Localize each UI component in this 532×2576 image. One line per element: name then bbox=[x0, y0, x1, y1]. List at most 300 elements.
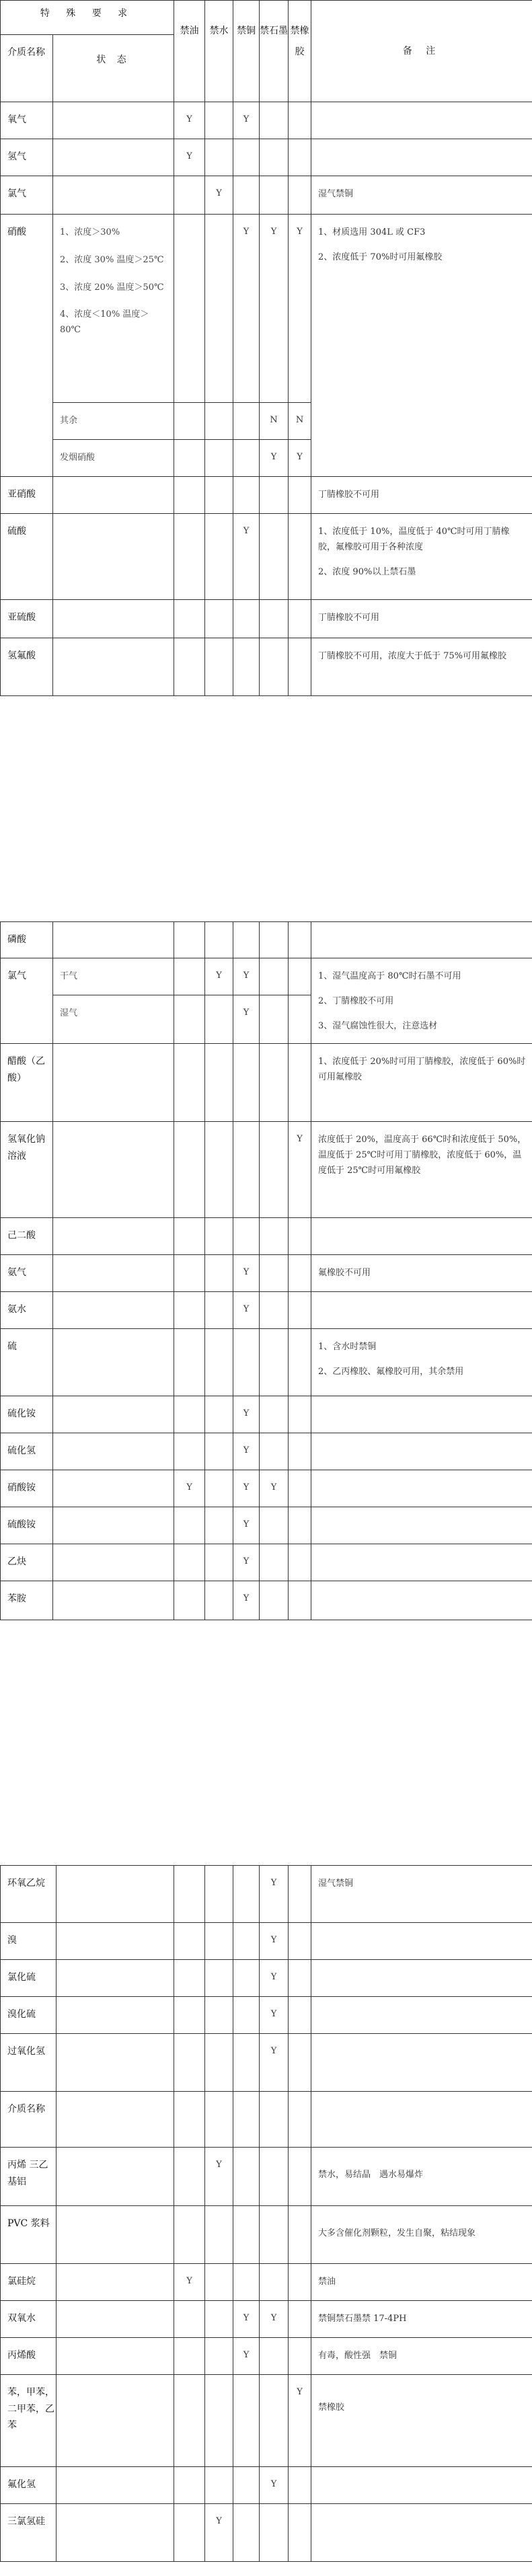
mark-rubber bbox=[289, 1923, 311, 1960]
mark-copper bbox=[233, 2206, 260, 2264]
mark-copper bbox=[233, 2504, 260, 2562]
table-row bbox=[1, 477, 532, 514]
medium-name: 氢氧化钠溶液 bbox=[1, 1122, 53, 1218]
mark-copper: Y bbox=[233, 1470, 260, 1507]
mark-water bbox=[205, 2264, 233, 2301]
remark-line: 3、湿气腐蚀性很大，注意选材 bbox=[318, 1020, 438, 1031]
mark-graphite bbox=[260, 102, 289, 139]
mark-water bbox=[205, 638, 233, 696]
mark-water bbox=[205, 477, 233, 514]
mark-rubber bbox=[289, 139, 311, 176]
medium-state: 发烟硝酸 bbox=[53, 440, 174, 477]
medium-name: 亚硫酸 bbox=[1, 600, 53, 638]
mark-rubber bbox=[289, 1866, 311, 1923]
mark-copper bbox=[233, 2092, 260, 2148]
medium-state bbox=[53, 1044, 174, 1122]
remark-text bbox=[311, 102, 532, 139]
table-row bbox=[1, 2301, 532, 2338]
table-row bbox=[1, 1866, 532, 1923]
medium-state bbox=[56, 2301, 174, 2338]
table-row bbox=[1, 1923, 532, 1960]
medium-state bbox=[53, 600, 174, 638]
table-row bbox=[1, 2148, 532, 2206]
medium-state bbox=[53, 1292, 174, 1329]
mark-water bbox=[205, 2092, 233, 2148]
medium-state bbox=[56, 1923, 174, 1960]
mark-water bbox=[205, 995, 233, 1043]
mark-copper: Y bbox=[233, 1581, 260, 1620]
remark-text: 大多含催化剂颗粒，发生自聚，粘结现象 bbox=[311, 2206, 532, 2264]
mark-rubber bbox=[289, 2504, 311, 2562]
mark-oil bbox=[174, 600, 205, 638]
medium-name: 溴 bbox=[1, 1923, 56, 1960]
medium-state bbox=[53, 1122, 174, 1218]
mark-copper: Y bbox=[233, 1544, 260, 1581]
mark-graphite bbox=[260, 1329, 289, 1396]
table-row bbox=[1, 1581, 532, 1620]
mark-water bbox=[205, 922, 233, 958]
medium-state bbox=[56, 2092, 174, 2148]
table-row bbox=[1, 2504, 532, 2562]
mark-oil bbox=[174, 1044, 205, 1122]
remark-text bbox=[311, 922, 532, 958]
mark-rubber: Y bbox=[289, 1122, 311, 1218]
state-line: 4、浓度＜10% 温度＞80℃ bbox=[60, 309, 149, 335]
remark-text bbox=[311, 2467, 532, 2504]
mark-oil bbox=[174, 1396, 205, 1433]
mark-water bbox=[205, 1329, 233, 1396]
medium-state bbox=[56, 2264, 174, 2301]
mark-oil bbox=[174, 1507, 205, 1544]
mark-graphite: Y bbox=[260, 1923, 289, 1960]
mark-oil bbox=[174, 1544, 205, 1581]
mark-oil bbox=[174, 638, 205, 696]
mark-oil: Y bbox=[174, 1470, 205, 1507]
medium-state bbox=[53, 1581, 174, 1620]
mark-graphite bbox=[260, 2206, 289, 2264]
mark-rubber bbox=[289, 1960, 311, 1997]
table-row bbox=[1, 102, 532, 139]
mark-oil bbox=[174, 2338, 205, 2375]
mark-graphite bbox=[260, 1292, 289, 1329]
medium-state bbox=[56, 2504, 174, 2562]
mark-water bbox=[205, 139, 233, 176]
mark-rubber bbox=[289, 958, 311, 995]
mark-graphite: Y bbox=[260, 215, 289, 403]
medium-name: 苯胺 bbox=[1, 1581, 53, 1620]
mark-oil bbox=[174, 995, 205, 1043]
mark-oil bbox=[174, 1218, 205, 1255]
table-row bbox=[1, 2034, 532, 2092]
mark-rubber bbox=[289, 1581, 311, 1620]
mark-graphite: Y bbox=[260, 1960, 289, 1997]
medium-name: 环氧乙烷 bbox=[1, 1866, 56, 1923]
medium-name: 氯气 bbox=[1, 958, 53, 1044]
medium-name: 双氧水 bbox=[1, 2301, 56, 2338]
mark-water bbox=[205, 1218, 233, 1255]
medium-name: 丙烯 三乙基铝 bbox=[1, 2148, 56, 2206]
medium-name: 磷酸 bbox=[1, 922, 53, 958]
remark-text: 禁橡胶 bbox=[311, 2375, 532, 2467]
mark-graphite bbox=[260, 1396, 289, 1433]
medium-state bbox=[53, 1329, 174, 1396]
mark-water bbox=[205, 600, 233, 638]
mark-rubber bbox=[289, 2206, 311, 2264]
col-header-water: 禁水 bbox=[205, 1, 233, 102]
mark-oil bbox=[174, 1433, 205, 1470]
mark-rubber bbox=[289, 2034, 311, 2092]
medium-state bbox=[53, 1507, 174, 1544]
mark-oil bbox=[174, 1923, 205, 1960]
remark-text bbox=[311, 514, 532, 600]
mark-water bbox=[205, 2301, 233, 2338]
mark-graphite: Y bbox=[260, 2467, 289, 2504]
mark-graphite bbox=[260, 2148, 289, 2206]
medium-state bbox=[53, 638, 174, 696]
remark-text bbox=[311, 1507, 532, 1544]
medium-state bbox=[56, 2375, 174, 2467]
mark-copper: Y bbox=[233, 514, 260, 600]
state-line: 2、浓度 30% 温度＞25℃ bbox=[60, 254, 164, 265]
table-row bbox=[1, 1255, 532, 1292]
mark-graphite bbox=[260, 1581, 289, 1620]
table-row bbox=[1, 2467, 532, 2504]
mark-rubber bbox=[289, 600, 311, 638]
mark-water bbox=[205, 215, 233, 403]
col-header-state: 状 态 bbox=[53, 35, 174, 102]
mark-graphite bbox=[260, 2264, 289, 2301]
mark-copper: Y bbox=[233, 102, 260, 139]
mark-oil bbox=[174, 922, 205, 958]
table-page-2 bbox=[0, 921, 532, 1620]
medium-state bbox=[53, 1433, 174, 1470]
medium-state: 其余 bbox=[53, 403, 174, 440]
mark-copper bbox=[233, 1329, 260, 1396]
medium-name: 氨水 bbox=[1, 1292, 53, 1329]
col-header-oil: 禁油 bbox=[174, 1, 205, 102]
table-row bbox=[1, 922, 532, 958]
mark-water bbox=[205, 2034, 233, 2092]
medium-state bbox=[56, 1866, 174, 1923]
mark-water bbox=[205, 1507, 233, 1544]
mark-water bbox=[205, 1255, 233, 1292]
table-row bbox=[1, 1997, 532, 2034]
mark-water bbox=[205, 2375, 233, 2467]
mark-water bbox=[205, 1292, 233, 1329]
mark-copper bbox=[233, 440, 260, 477]
mark-oil: Y bbox=[174, 102, 205, 139]
mark-copper bbox=[233, 2034, 260, 2092]
col-header-copper: 禁铜 bbox=[233, 1, 260, 102]
remark-line: 2、乙丙橡胶、氟橡胶可用，其余禁用 bbox=[318, 1367, 464, 1377]
medium-state bbox=[53, 102, 174, 139]
table-row bbox=[1, 1292, 532, 1329]
mark-graphite bbox=[260, 958, 289, 995]
remark-line: 2、浓度低于 70%时可用氟橡胶 bbox=[318, 252, 443, 262]
mark-rubber bbox=[289, 1218, 311, 1255]
medium-name: 介质名称 bbox=[1, 2092, 56, 2148]
mark-water bbox=[205, 514, 233, 600]
mark-graphite bbox=[260, 139, 289, 176]
mark-rubber bbox=[289, 1255, 311, 1292]
mark-water: Y bbox=[205, 176, 233, 215]
table-row bbox=[1, 1507, 532, 1544]
mark-graphite bbox=[260, 2092, 289, 2148]
medium-name: 醋酸（乙酸） bbox=[1, 1044, 53, 1122]
remark-text: 有毒，酸性强 禁铜 bbox=[311, 2338, 532, 2375]
mark-oil bbox=[174, 1255, 205, 1292]
mark-oil bbox=[174, 477, 205, 514]
table-page-1 bbox=[0, 0, 532, 696]
mark-rubber: Y bbox=[289, 2375, 311, 2467]
table-row bbox=[1, 1470, 532, 1507]
medium-state bbox=[53, 1396, 174, 1433]
medium-state bbox=[53, 514, 174, 600]
medium-state bbox=[56, 2206, 174, 2264]
medium-state: 干气 bbox=[53, 958, 174, 995]
medium-name: 硫酸铵 bbox=[1, 1507, 53, 1544]
medium-state bbox=[53, 1255, 174, 1292]
medium-name: 丙烯酸 bbox=[1, 2338, 56, 2375]
mark-rubber bbox=[289, 102, 311, 139]
medium-state: 湿气 bbox=[53, 995, 174, 1043]
mark-oil bbox=[174, 1122, 205, 1218]
remark-text: 丁腈橡胶不可用，浓度大于低于 75%可用氟橡胶 bbox=[311, 638, 532, 696]
mark-copper bbox=[233, 2264, 260, 2301]
mark-rubber: Y bbox=[289, 440, 311, 477]
remark-text: 禁油 bbox=[311, 2264, 532, 2301]
remark-text bbox=[311, 215, 532, 477]
mark-oil bbox=[174, 1581, 205, 1620]
mark-oil bbox=[174, 2206, 205, 2264]
medium-name: 己二酸 bbox=[1, 1218, 53, 1255]
mark-oil bbox=[174, 403, 205, 440]
remark-text bbox=[311, 1997, 532, 2034]
mark-rubber bbox=[289, 2301, 311, 2338]
medium-state-list bbox=[53, 215, 174, 403]
mark-graphite bbox=[260, 1544, 289, 1581]
remark-text: 1、浓度低于 20%时可用丁腈橡胶，浓度低于 60%时可用氟橡胶 bbox=[311, 1044, 532, 1122]
mark-rubber bbox=[289, 2467, 311, 2504]
mark-graphite bbox=[260, 995, 289, 1043]
special-requirements-title: 特 殊 要 求 bbox=[1, 1, 174, 35]
mark-copper bbox=[233, 403, 260, 440]
table-row bbox=[1, 139, 532, 176]
mark-rubber: N bbox=[289, 403, 311, 440]
mark-graphite: Y bbox=[260, 440, 289, 477]
mark-rubber bbox=[289, 514, 311, 600]
mark-copper: Y bbox=[233, 2338, 260, 2375]
mark-rubber bbox=[289, 1544, 311, 1581]
medium-state bbox=[56, 1960, 174, 1997]
mark-oil bbox=[174, 958, 205, 995]
mark-copper: Y bbox=[233, 1396, 260, 1433]
mark-oil bbox=[174, 2092, 205, 2148]
mark-water bbox=[205, 1866, 233, 1923]
mark-water bbox=[205, 403, 233, 440]
table-row bbox=[1, 958, 532, 995]
medium-name: 氨气 bbox=[1, 1255, 53, 1292]
medium-state bbox=[56, 1997, 174, 2034]
medium-state bbox=[53, 1218, 174, 1255]
mark-copper bbox=[233, 1122, 260, 1218]
remark-text bbox=[311, 1960, 532, 1997]
medium-state bbox=[53, 1470, 174, 1507]
remark-text bbox=[311, 1292, 532, 1329]
medium-name: 硝酸 bbox=[1, 215, 53, 477]
remark-text: 氟橡胶不可用 bbox=[311, 1255, 532, 1292]
medium-name: 苯，甲苯，二甲苯，乙苯 bbox=[1, 2375, 56, 2467]
mark-rubber bbox=[289, 2338, 311, 2375]
table-row bbox=[1, 2206, 532, 2264]
mark-water bbox=[205, 102, 233, 139]
table-row bbox=[1, 1544, 532, 1581]
medium-name: 硫 bbox=[1, 1329, 53, 1396]
medium-name: 硫酸 bbox=[1, 514, 53, 600]
header-row-1 bbox=[1, 1, 532, 35]
medium-state bbox=[53, 1544, 174, 1581]
mark-water bbox=[205, 1433, 233, 1470]
medium-state bbox=[53, 139, 174, 176]
mark-rubber bbox=[289, 1470, 311, 1507]
remark-text: 禁水，易结晶 遇水易爆炸 bbox=[311, 2148, 532, 2206]
mark-copper bbox=[233, 1960, 260, 1997]
mark-graphite bbox=[260, 1507, 289, 1544]
mark-graphite bbox=[260, 2375, 289, 2467]
col-header-medium-name: 介质名称 bbox=[1, 35, 53, 102]
mark-oil bbox=[174, 1329, 205, 1396]
mark-copper: Y bbox=[233, 2301, 260, 2338]
table-row bbox=[1, 514, 532, 600]
mark-water bbox=[205, 2467, 233, 2504]
remark-text bbox=[311, 958, 532, 1044]
mark-copper bbox=[233, 1997, 260, 2034]
mark-copper bbox=[233, 1866, 260, 1923]
remark-text: 丁腈橡胶不可用 bbox=[311, 600, 532, 638]
mark-oil bbox=[174, 440, 205, 477]
medium-state bbox=[56, 2467, 174, 2504]
mark-oil bbox=[174, 2375, 205, 2467]
mark-graphite bbox=[260, 477, 289, 514]
remark-line: 2、丁腈橡胶不可用 bbox=[318, 995, 394, 1006]
mark-copper: Y bbox=[233, 215, 260, 403]
mark-copper bbox=[233, 2467, 260, 2504]
medium-name: 三氯氢硅 bbox=[1, 2504, 56, 2562]
mark-rubber bbox=[289, 1507, 311, 1544]
mark-rubber bbox=[289, 638, 311, 696]
mark-graphite: Y bbox=[260, 1997, 289, 2034]
mark-graphite bbox=[260, 638, 289, 696]
mark-graphite bbox=[260, 1218, 289, 1255]
remark-text: 湿气禁铜 bbox=[311, 176, 532, 215]
mark-oil bbox=[174, 1997, 205, 2034]
mark-copper: Y bbox=[233, 1507, 260, 1544]
medium-name: 溴化硫 bbox=[1, 1997, 56, 2034]
table-row bbox=[1, 2264, 532, 2301]
mark-graphite bbox=[260, 2338, 289, 2375]
mark-water bbox=[205, 1923, 233, 1960]
remark-text bbox=[311, 1581, 532, 1620]
mark-copper bbox=[233, 600, 260, 638]
medium-name: 过氧化氢 bbox=[1, 2034, 56, 2092]
remark-text: 湿气禁铜 bbox=[311, 1866, 532, 1923]
medium-name: 氧气 bbox=[1, 102, 53, 139]
mark-rubber bbox=[289, 1997, 311, 2034]
mark-oil bbox=[174, 1292, 205, 1329]
mark-oil bbox=[174, 2467, 205, 2504]
medium-name: 硫化氢 bbox=[1, 1433, 53, 1470]
mark-rubber bbox=[289, 1292, 311, 1329]
remark-text: 浓度低于 20%，温度高于 66℃时和浓度低于 50%，温度低于 25℃时可用丁腈橡胶，浓度低于 60%，温度低于 25℃时可用氟橡胶 bbox=[311, 1122, 532, 1218]
table-row bbox=[1, 1433, 532, 1470]
mark-rubber bbox=[289, 1433, 311, 1470]
mark-copper bbox=[233, 2375, 260, 2467]
remark-text bbox=[311, 2504, 532, 2562]
mark-rubber bbox=[289, 922, 311, 958]
mark-copper bbox=[233, 1923, 260, 1960]
mark-water bbox=[205, 1396, 233, 1433]
state-line: 3、浓度 20% 温度＞50℃ bbox=[60, 282, 164, 293]
remark-line: 1、材质选用 304L 或 CF3 bbox=[318, 227, 426, 237]
mark-water bbox=[205, 2338, 233, 2375]
col-header-graphite: 禁石墨 bbox=[260, 1, 289, 102]
mark-oil bbox=[174, 1960, 205, 1997]
remark-line: 1、含水时禁铜 bbox=[318, 1342, 377, 1353]
mark-rubber bbox=[289, 1329, 311, 1396]
medium-state bbox=[56, 2338, 174, 2375]
remark-text bbox=[311, 1218, 532, 1255]
mark-rubber: Y bbox=[289, 215, 311, 403]
table-row bbox=[1, 2338, 532, 2375]
mark-rubber bbox=[289, 477, 311, 514]
remark-text: 丁腈橡胶不可用 bbox=[311, 477, 532, 514]
remark-line: 1、浓度低于 10%，温度低于 40℃时可用丁腈橡胶，氟橡胶可用于各种浓度 bbox=[318, 527, 510, 552]
mark-rubber bbox=[289, 995, 311, 1043]
table-row bbox=[1, 1960, 532, 1997]
mark-copper bbox=[233, 1218, 260, 1255]
mark-graphite bbox=[260, 1122, 289, 1218]
remark-text bbox=[311, 2034, 532, 2092]
mark-rubber bbox=[289, 1396, 311, 1433]
mark-oil bbox=[174, 2148, 205, 2206]
table-row bbox=[1, 600, 532, 638]
medium-state bbox=[56, 2034, 174, 2092]
remark-text bbox=[311, 1396, 532, 1433]
medium-name: 氢氟酸 bbox=[1, 638, 53, 696]
mark-copper: Y bbox=[233, 995, 260, 1043]
state-line: 1、浓度＞30% bbox=[60, 227, 120, 237]
mark-oil: Y bbox=[174, 2264, 205, 2301]
mark-water bbox=[205, 1544, 233, 1581]
table-row bbox=[1, 1044, 532, 1122]
remark-line: 1、湿气温度高于 80℃时石墨不可用 bbox=[318, 971, 461, 981]
medium-name: PVC 浆料 bbox=[1, 2206, 56, 2264]
remark-text bbox=[311, 2092, 532, 2148]
mark-water bbox=[205, 440, 233, 477]
medium-state bbox=[53, 176, 174, 215]
mark-water bbox=[205, 1997, 233, 2034]
mark-water bbox=[205, 1581, 233, 1620]
table-row bbox=[1, 1218, 532, 1255]
table-row bbox=[1, 215, 532, 403]
table-page-3 bbox=[0, 1865, 532, 2562]
mark-oil: Y bbox=[174, 139, 205, 176]
table-row bbox=[1, 176, 532, 215]
mark-rubber bbox=[289, 2264, 311, 2301]
mark-water bbox=[205, 1122, 233, 1218]
mark-graphite bbox=[260, 1255, 289, 1292]
mark-copper: Y bbox=[233, 1255, 260, 1292]
